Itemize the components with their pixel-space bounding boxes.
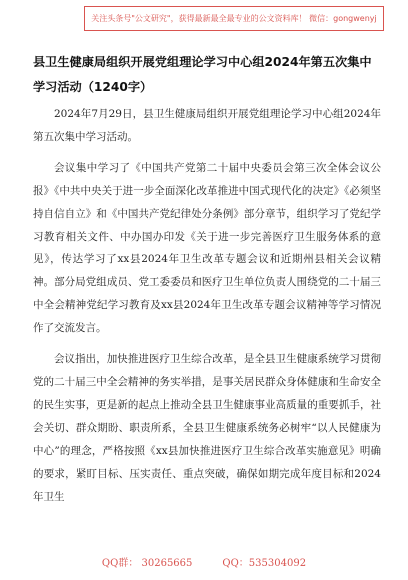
footer-contacts xyxy=(0,554,408,569)
footer-qq: QQ：535304092 xyxy=(222,558,307,569)
paragraph-date: 2024年7月29日，县卫生健康局组织开展党组理论学习中心组2024年第五次集中学习活动。 xyxy=(33,108,381,143)
document-body xyxy=(33,103,381,516)
footer-qq-group: QQ群： 30265665 xyxy=(101,558,193,569)
promo-banner-text: 关注头条号"公文研究"，获得最新最全最专业的公文资料库！ 微信：gongwenyj xyxy=(91,14,377,23)
paragraph-study-content: 会议集中学习了《中国共产党第二十届中央委员会第三次全体会议公报》《中共中央关于进一步全面深化改革推进中国式现代化的决定》《必须坚持自信自立》和《中国共产党纪律处分条例》部分章节，组织学习了党纪学习教育相关文件、中办国办印发《关于进一步完善医疗卫生服务体系的意见》，传达学习了xx县2024年卫生改革专题会议和近期州县相关会议精神。部分局党组成员、党工委委员和医疗卫生单位负责人围绕党的二十届三中全会精神党纪学习教育及xx县2024年卫生改革专题会议精神等学习情况作了交流发言。 xyxy=(33,161,381,335)
promo-banner xyxy=(84,6,384,31)
paragraph-meeting-points: 会议指出，加快推进医疗卫生综合改革，是全县卫生健康系统学习贯彻党的二十届三中全会精神的务实举措，是事关居民群众身体健康和生命安全的民生实事，更是新的起点上推动全县卫生健康事业高质量的重要抓手，社会关切、群众期盼、职责所系，全县卫生健康系统务必树牢“以人民健康为中心”的理念，严格按照《xx县加快推进医疗卫生综合改革实施意见》明确的要求，紧盯目标、压实责任、重点突破，确保如期完成年度目标和2024年卫生 xyxy=(33,353,381,503)
document-title: 县卫生健康局组织开展党组理论学习中心组2024年第五次集中学习活动（1240字） xyxy=(33,55,372,94)
